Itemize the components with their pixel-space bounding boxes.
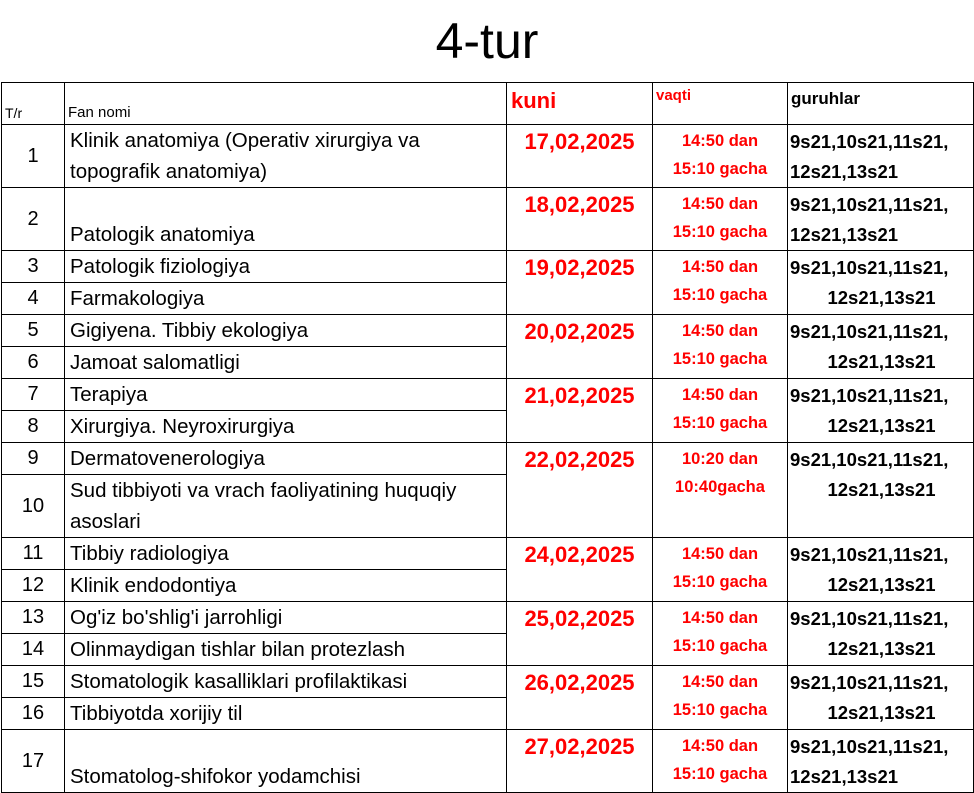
exam-time <box>653 188 788 251</box>
exam-groups <box>788 379 974 443</box>
time-start: 14:50 dan <box>681 132 759 150</box>
groups-line-2: 12s21,13s21 <box>827 287 936 308</box>
exam-date: 19,02,2025 <box>507 251 653 315</box>
exam-time <box>653 315 788 379</box>
row-number: 4 <box>2 283 65 315</box>
groups-line-1: 9s21,10s21,11s21, <box>790 544 949 565</box>
exam-groups <box>788 315 974 379</box>
header-fan-nomi: Fan nomi <box>65 83 507 125</box>
time-end: 15:10 gacha <box>672 637 768 655</box>
exam-time <box>653 730 788 793</box>
time-end: 15:10 gacha <box>672 350 768 368</box>
exam-groups <box>788 666 974 730</box>
groups-line-2: 12s21,13s21 <box>827 415 936 436</box>
header-guruhlar: guruhlar <box>788 83 974 125</box>
time-start: 14:50 dan <box>681 737 759 755</box>
groups-line-1: 9s21,10s21,11s21, <box>790 449 949 470</box>
exam-date: 26,02,2025 <box>507 666 653 730</box>
row-number: 7 <box>2 379 65 411</box>
exam-time <box>653 443 788 538</box>
subject-name: Farmakologiya <box>65 283 507 315</box>
groups-line-1: 9s21,10s21,11s21, <box>790 257 949 278</box>
groups-line-1: 9s21,10s21,11s21, <box>790 672 949 693</box>
groups-line-2: 12s21,13s21 <box>790 766 899 787</box>
row-number: 16 <box>2 698 65 730</box>
row-number: 9 <box>2 443 65 475</box>
groups-line-2: 12s21,13s21 <box>827 574 936 595</box>
time-start: 14:50 dan <box>681 609 759 627</box>
row-number: 5 <box>2 315 65 347</box>
time-end: 15:10 gacha <box>672 701 768 719</box>
subject-name: Stomatolog-shifokor yodamchisi <box>65 730 507 793</box>
table-row <box>2 538 974 570</box>
subject-name: Olinmaydigan tishlar bilan protezlash <box>65 634 507 666</box>
header-kuni: kuni <box>507 83 653 125</box>
table-row <box>2 251 974 283</box>
groups-line-1: 9s21,10s21,11s21, <box>790 385 949 406</box>
subject-name: Jamoat salomatligi <box>65 347 507 379</box>
subject-name: Patologik fiziologiya <box>65 251 507 283</box>
row-number: 3 <box>2 251 65 283</box>
row-number: 1 <box>2 125 65 188</box>
exam-time <box>653 666 788 730</box>
exam-groups <box>788 251 974 315</box>
time-end: 15:10 gacha <box>672 223 768 241</box>
time-start: 10:20 dan <box>681 450 759 468</box>
exam-time <box>653 125 788 188</box>
table-row <box>2 315 974 347</box>
time-end: 10:40gacha <box>675 478 765 496</box>
groups-line-2: 12s21,13s21 <box>827 479 936 500</box>
table-row <box>2 730 974 793</box>
row-number: 10 <box>2 475 65 538</box>
schedule-table <box>1 82 974 793</box>
subject-name: Klinik endodontiya <box>65 570 507 602</box>
exam-time <box>653 379 788 443</box>
table-row <box>2 666 974 698</box>
row-number: 11 <box>2 538 65 570</box>
subject-name: Dermatovenerologiya <box>65 443 507 475</box>
exam-date: 21,02,2025 <box>507 379 653 443</box>
exam-date: 24,02,2025 <box>507 538 653 602</box>
subject-name: Xirurgiya. Neyroxirurgiya <box>65 411 507 443</box>
exam-groups <box>788 602 974 666</box>
subject-name: Tibbiyotda xorijiy til <box>65 698 507 730</box>
table-row <box>2 602 974 634</box>
exam-date: 17,02,2025 <box>507 125 653 188</box>
time-start: 14:50 dan <box>681 545 759 563</box>
exam-groups <box>788 125 974 188</box>
row-number: 15 <box>2 666 65 698</box>
groups-line-2: 12s21,13s21 <box>790 161 899 182</box>
subject-name: Gigiyena. Tibbiy ekologiya <box>65 315 507 347</box>
header-tr: T/r <box>2 83 65 125</box>
subject-name: Patologik anatomiya <box>65 188 507 251</box>
table-row <box>2 379 974 411</box>
header-row <box>2 83 974 125</box>
time-start: 14:50 dan <box>681 386 759 404</box>
row-number: 14 <box>2 634 65 666</box>
row-number: 8 <box>2 411 65 443</box>
exam-time <box>653 251 788 315</box>
exam-time <box>653 602 788 666</box>
exam-groups <box>788 730 974 793</box>
time-end: 15:10 gacha <box>672 414 768 432</box>
time-start: 14:50 dan <box>681 258 759 276</box>
table-row <box>2 188 974 251</box>
subject-name: Sud tibbiyoti va vrach faoliyatining huquqiy asoslari <box>65 475 507 538</box>
time-start: 14:50 dan <box>681 673 759 691</box>
exam-date: 22,02,2025 <box>507 443 653 538</box>
exam-date: 18,02,2025 <box>507 188 653 251</box>
subject-name: Terapiya <box>65 379 507 411</box>
row-number: 12 <box>2 570 65 602</box>
subject-name: Klinik anatomiya (Operativ xirurgiya va topografik anatomiya) <box>65 125 507 188</box>
groups-line-1: 9s21,10s21,11s21, <box>790 194 949 215</box>
exam-time <box>653 538 788 602</box>
table-row <box>2 443 974 475</box>
exam-groups <box>788 188 974 251</box>
groups-line-1: 9s21,10s21,11s21, <box>790 736 949 757</box>
row-number: 13 <box>2 602 65 634</box>
time-end: 15:10 gacha <box>672 286 768 304</box>
subject-name: Og'iz bo'shlig'i jarrohligi <box>65 602 507 634</box>
time-start: 14:50 dan <box>681 322 759 340</box>
time-end: 15:10 gacha <box>672 765 768 783</box>
exam-date: 27,02,2025 <box>507 730 653 793</box>
subject-name: Stomatologik kasalliklari profilaktikasi <box>65 666 507 698</box>
subject-name: Tibbiy radiologiya <box>65 538 507 570</box>
exam-groups <box>788 538 974 602</box>
exam-date: 25,02,2025 <box>507 602 653 666</box>
exam-groups <box>788 443 974 538</box>
header-vaqti: vaqti <box>653 83 788 125</box>
row-number: 6 <box>2 347 65 379</box>
groups-line-2: 12s21,13s21 <box>790 224 899 245</box>
time-end: 15:10 gacha <box>672 160 768 178</box>
exam-date: 20,02,2025 <box>507 315 653 379</box>
page-title: 4-tur <box>435 13 539 69</box>
time-start: 14:50 dan <box>681 195 759 213</box>
groups-line-2: 12s21,13s21 <box>827 702 936 723</box>
groups-line-2: 12s21,13s21 <box>827 638 936 659</box>
table-row <box>2 125 974 188</box>
row-number: 2 <box>2 188 65 251</box>
groups-line-2: 12s21,13s21 <box>827 351 936 372</box>
groups-line-1: 9s21,10s21,11s21, <box>790 321 949 342</box>
row-number: 17 <box>2 730 65 793</box>
time-end: 15:10 gacha <box>672 573 768 591</box>
groups-line-1: 9s21,10s21,11s21, <box>790 608 949 629</box>
groups-line-1: 9s21,10s21,11s21, <box>790 131 949 152</box>
